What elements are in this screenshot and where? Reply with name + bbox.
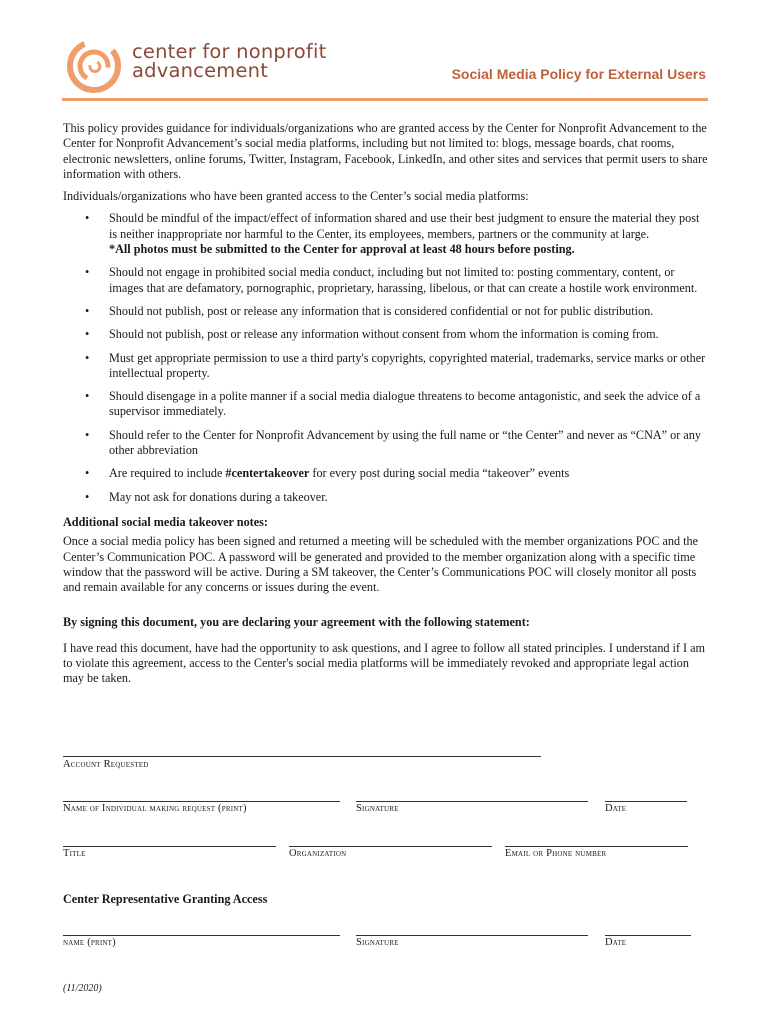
list-item xyxy=(63,490,708,505)
email-phone-line[interactable] xyxy=(505,846,688,847)
bullet-icon: • xyxy=(85,489,90,504)
bullet-bold-note: *All photos must be submitted to the Center for approval at least 48 hours before posting. xyxy=(109,242,575,257)
bullet-text: Should not publish, post or release any information without consent from whom the information is coming from. xyxy=(109,327,659,342)
title-label: Title xyxy=(63,848,86,859)
signature-label: Signature xyxy=(356,803,399,814)
bullet-icon: • xyxy=(85,211,90,226)
rep-date-line[interactable] xyxy=(605,935,691,936)
header-divider xyxy=(62,98,708,101)
list-item xyxy=(63,428,708,459)
bullet-icon: • xyxy=(85,303,90,318)
rep-signature-label: Signature xyxy=(356,937,399,948)
email-phone-label: Email or Phone number xyxy=(505,848,607,859)
bullet-icon: • xyxy=(85,350,90,365)
rep-name-line[interactable] xyxy=(63,935,340,936)
bullet-icon: • xyxy=(85,327,90,342)
logo-line-1: center for nonprofit xyxy=(132,40,327,63)
bullet-icon: • xyxy=(85,466,90,481)
bullet-text: Should not engage in prohibited social media conduct, including but not limited to: posting commentary, content, or images that are defamatory, pornographic, proprietary, harassing, libelous, or that can create a hostile work environment. xyxy=(109,265,698,295)
logo-swirl-icon xyxy=(66,38,122,99)
bullet-text-post: for every post during social media “takeover” events xyxy=(309,466,570,481)
bullet-text: Should be mindful of the impact/effect of information shared and use their best judgment to ensure the material they post is neither inappropriate nor harmful to the Center, its employees, members, partners or the community at large. xyxy=(109,211,700,241)
list-item xyxy=(63,351,708,382)
account-requested-line[interactable] xyxy=(63,756,541,757)
rep-name-label: name (print) xyxy=(63,937,116,948)
bullet-text: Should disengage in a polite manner if a social media dialogue threatens to become antagonistic, and seek the advice of a supervisor immediately. xyxy=(109,389,701,419)
agreement-paragraph: I have read this document, have had the opportunity to ask questions, and I agree to follow all stated principles. I understand if I am to violate this agreement, access to the Center's social media platforms will be immediately revoked and appropriate legal action may be taken. xyxy=(63,640,706,686)
bullet-text: Should not publish, post or release any information that is considered confidential or not for public distribution. xyxy=(109,303,654,318)
logo-line-2: advancement xyxy=(132,59,269,82)
list-item xyxy=(63,211,708,257)
organization-line[interactable] xyxy=(289,846,492,847)
list-item xyxy=(63,304,708,319)
account-requested-label: Account Requested xyxy=(63,759,149,770)
hashtag: #centertakeover xyxy=(225,466,310,481)
bullet-icon: • xyxy=(85,389,90,404)
name-print-label: Name of Individual making request (print) xyxy=(63,803,247,814)
title-line[interactable] xyxy=(63,846,276,847)
logo-wordmark xyxy=(132,42,326,80)
name-print-line[interactable] xyxy=(63,801,340,802)
bullet-text-pre: Are required to include xyxy=(109,466,226,481)
representative-heading: Center Representative Granting Access xyxy=(63,892,268,906)
bullet-text: May not ask for donations during a takeover. xyxy=(109,489,328,504)
takeover-paragraph: Once a social media policy has been signed and returned a meeting will be scheduled with the member organizations POC and the Center’s Communication POC. A password will be generated and provided to the member organization along with a specific time window that the password will be active. During a SM takeover, the Center’s Communications POC will closely monitor all posts and remain available for any concerns or issues during the event. xyxy=(63,534,699,595)
rep-signature-line[interactable] xyxy=(356,935,588,936)
signature-line[interactable] xyxy=(356,801,588,802)
policy-body xyxy=(63,121,708,694)
bullet-icon: • xyxy=(85,265,90,280)
takeover-heading: Additional social media takeover notes: xyxy=(63,514,268,529)
document-title: Social Media Policy for External Users xyxy=(451,66,706,82)
list-item xyxy=(63,265,708,296)
revision-date: (11/2020) xyxy=(63,983,102,994)
list-item xyxy=(63,466,708,481)
policy-bullet-list xyxy=(63,211,708,504)
agreement-heading: By signing this document, you are declaring your agreement with the following statement: xyxy=(63,615,530,630)
bullet-icon: • xyxy=(85,427,90,442)
intro-paragraph: This policy provides guidance for individuals/organizations who are granted access by the Center for Nonprofit Advancement to the Center for Nonprofit Advancement’s social media platforms, including but not limited to: blogs, message boards, chat rooms, electronic newsletters, online forums, Twitter, Instagram, Facebook, LinkedIn, and other sites and services that permit users to share information with others. xyxy=(63,121,708,181)
list-item xyxy=(63,327,708,342)
rep-date-label: Date xyxy=(605,937,627,948)
bullet-text: Should refer to the Center for Nonprofit Advancement by using the full name or “the Center” and never as “CNA” or any other abbreviation xyxy=(109,427,701,458)
date-line[interactable] xyxy=(605,801,687,802)
bullet-text: Must get appropriate permission to use a third party's copyrights, copyrighted material, trademarks, service marks or other intellectual property. xyxy=(109,350,706,380)
intro-lead: Individuals/organizations who have been granted access to the Center’s social media platforms: xyxy=(63,189,529,204)
list-item xyxy=(63,389,708,420)
date-label: Date xyxy=(605,803,627,814)
organization-label: Organization xyxy=(289,848,347,859)
